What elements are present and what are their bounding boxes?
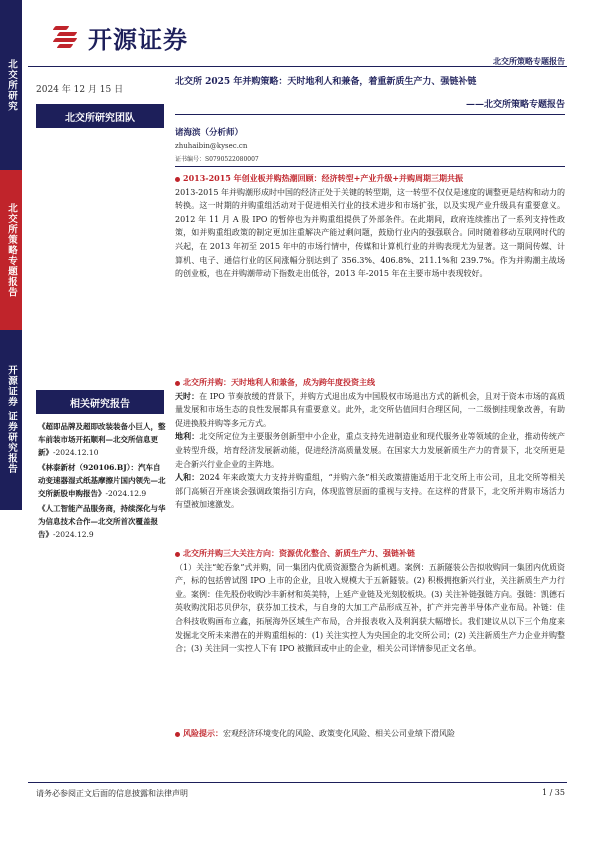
related-report-item[interactable] <box>38 420 166 459</box>
analyst-certificate: 证书编号：S0790522080007 <box>175 156 259 163</box>
section-heading: 2013-2015 年创业板并购热潮回顾：经济转型+产业升级+并购周期三期共振 <box>183 173 464 183</box>
footer-disclaimer: 请务必参阅正文后面的信息披露和法律声明 <box>36 789 188 798</box>
related-report-date: -2024.12.9 <box>53 530 94 539</box>
report-title: 北交所 2025 年并购策略：天时地利人和兼备，着重新质生产力、强链补链 <box>175 77 477 87</box>
sidebar-strip-bottom <box>0 330 22 510</box>
strip-label-middle: 北交所策略专题报告 <box>6 202 17 298</box>
sidebar-strip-top <box>0 0 22 170</box>
section-body: （1）关注“蛇吞象”式并购，同一集团内优质资源整合为新机遇。案例：五新隧装公告拟收购同一集团内优质资产，标的包括曾试图 IPO 上市的企业，且收入规模大于五新隧装。(2) 积极拥抱新兴行业，关注新质生产力行业。案例：佳先股份收购沙丰新材和英美特，上延产业链及光刻胶板块。(3) 关注补链强链方向。强链：凯德石英收购沈阳芯贝伊尔，获芬加工技术，与自身的大加工产品形成互补，扩产并完善半导体产业布局。补链：佳合科技收购画布立鑫，拓展海外区域生产布局，合并报表收入及利润获大幅增长。我们建议从以下三个角度来发掘北交所未来潜在的并购重组标的：(1) 关注实控人为央国企的北交所公司；(2) 关注新质生产力企业并购整合；(3) 关注同一实控人下有 IPO 被撤回或中止的企业，相关公司详情参见正文名单。 <box>175 562 565 654</box>
header-divider <box>28 66 567 67</box>
section-heading: 北交所并购三大关注方向：资源优化整合、新质生产力、强链补链 <box>183 548 415 558</box>
report-subtitle: ——北交所策略专题报告 <box>465 100 565 110</box>
title-divider <box>175 114 565 115</box>
paragraph-body: 在 IPO 节奏放缓的背景下，并购方式退出成为中国股权市场退出方式的新机会，且对于资本市场的高质量发展和市场生态的良性发展都具有重要意义。此外，北交所估值回归合理区间，一二级倒挂现象改善，有助促进换股并购等多元方式。 <box>175 391 566 428</box>
related-report-title: 《人工智能产品服务商，持续深化与华为信息技术合作—北交所首次覆盖报告》 <box>38 504 166 539</box>
paragraph-lead: 人和： <box>175 472 200 483</box>
analyst-email[interactable]: zhuhaibin@kysec.cn <box>175 142 248 150</box>
footer-divider <box>28 782 567 783</box>
related-report-item[interactable] <box>38 502 166 541</box>
related-report-title: 《超即品牌及超即改装装备小巨人，整车前装市场开拓顺利—北交所信息更新》 <box>38 422 166 457</box>
related-reports-list <box>38 420 166 543</box>
related-report-date: -2024.12.9 <box>105 489 147 498</box>
paragraph-lead: 地利： <box>175 431 200 442</box>
section-risk <box>175 727 565 741</box>
bullet-icon <box>175 552 180 557</box>
company-logo <box>52 20 188 54</box>
paragraph-body: 北交所定位为主要服务创新型中小企业，重点支持先进制造业和现代服务业等领域的企业，推动传统产业转型升级，培育经济发展新动能，促进经济高质量发展。在国家大力发展新质生产力的背景下，北交所更是走合新兴行业企业的主阵地。 <box>175 432 566 469</box>
related-report-item[interactable] <box>38 461 166 500</box>
section-heading: 北交所并购：天时地利人和兼备，成为跨年度投资主线 <box>183 377 375 387</box>
section-body: 宏观经济环境变化的风险、政策变化风险、相关公司业绩下滑风险 <box>223 729 455 738</box>
related-report-title: 《林泰新材（920106.BJ）：汽车自动变速器湿式纸基摩擦片国内领先—北交所新股申购报告》 <box>38 463 166 498</box>
section-heading: 风险提示： <box>183 728 223 738</box>
report-date: 2024 年 12 月 15 日 <box>36 85 124 95</box>
report-type-tag: 北交所策略专题报告 <box>493 56 565 66</box>
strip-label-top: 北交所研究 <box>6 58 17 112</box>
strip-label-bottom: 开源证券 证券研究报告 <box>6 365 17 475</box>
paragraph-lead: 天时： <box>175 390 200 401</box>
section-review <box>175 172 565 281</box>
sidebar-strip-middle <box>0 170 22 330</box>
page-number: 1 / 35 <box>541 788 565 797</box>
bullet-icon <box>175 732 180 737</box>
paragraph-body: 2024 年来政策大力支持并购重组，“并购六条”相关政策措施适用于北交所上市公司，且北交所等相关部门高频召开座谈会强调政策指引方向，体现监管层面的重视与支持。在这样的背景下，北交所并购市场活力有望被加速激发。 <box>175 473 566 510</box>
team-label: 北交所研究团队 <box>36 104 164 128</box>
related-report-date: -2024.12.10 <box>53 448 99 457</box>
related-reports-heading: 相关研究报告 <box>36 390 164 414</box>
section-timing <box>175 376 565 512</box>
logo-mark-icon <box>52 22 82 52</box>
section-directions <box>175 547 565 656</box>
section-body: 2013-2015 年并购潮形成时中国的经济正处于关键的转型期，这一转型不仅仅是速度的调整更是结构和动力的转换。这一时期的并购重组活动对于促进相关行业的技术进步和市场扩张，以及实现产业升级具有重要意义。2012 年 11 月 A 股 IPO 的暂停也为并购重组提供了外部条件。在此期间，政府连续推出了一系列支持性政策，如并购重组政策的制定更加注重解决产能过剩问题，鼓励行业内的强强联合。同时随着移动互联网时代的兴起，在 2013 年初至 2015 年中的市场行情中，传媒和计算机行业的并购表现尤为显著。这一期间传媒、计算机、电子、通信行业的区间涨幅分别达到了 356.3%、406.8%、211.1%和 239.7%。作为并购潮主战场的创业板，也在并购潮带动下指数走出低谷，2013 年-2015 年在主要市场中表现较好。 <box>175 187 565 279</box>
bullet-icon <box>175 177 180 182</box>
brand-name: 开源证券 <box>88 25 188 54</box>
analyst-divider <box>175 166 565 167</box>
analyst-name: 诸海滨（分析师） <box>175 128 244 138</box>
bullet-icon <box>175 381 180 386</box>
